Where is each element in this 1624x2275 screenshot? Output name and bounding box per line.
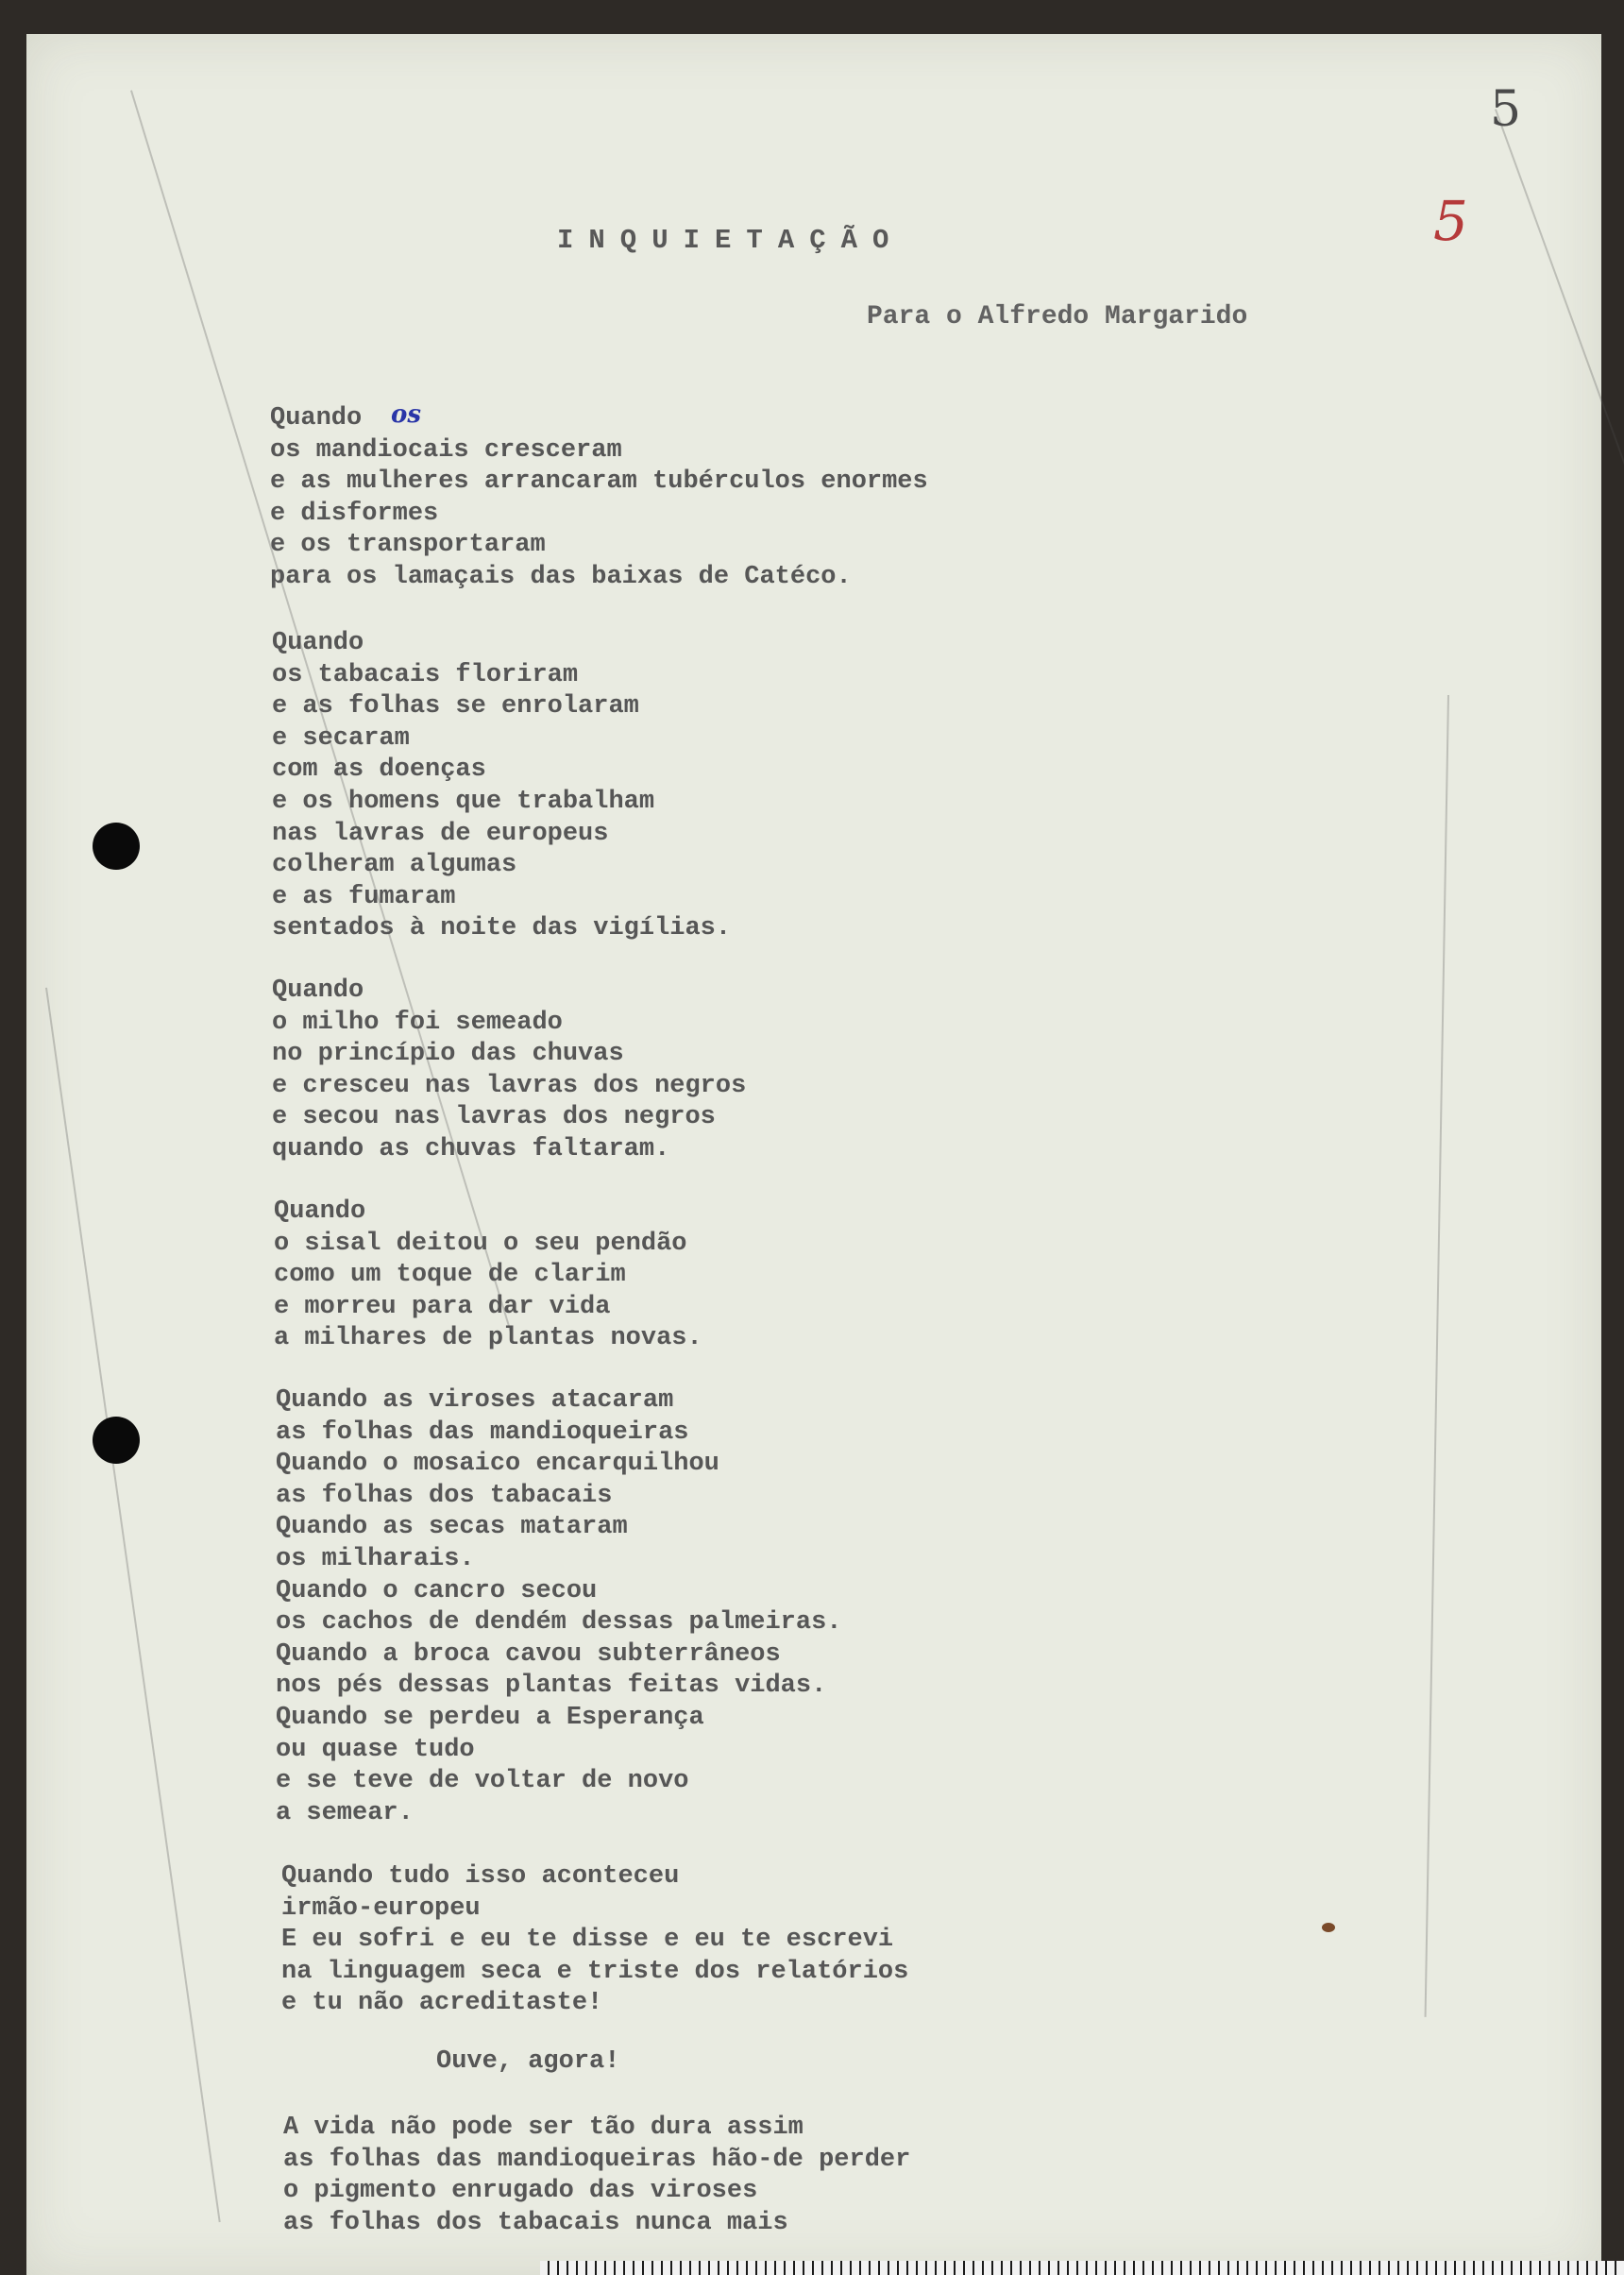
poem-line: Quando o cancro secou bbox=[276, 1577, 598, 1605]
poem-line: o milho foi semeado bbox=[272, 1009, 563, 1037]
poem-line: nos pés dessas plantas feitas vidas. bbox=[276, 1672, 827, 1700]
poem-line: e se teve de voltar de novo bbox=[276, 1767, 689, 1795]
poem-line: para os lamaçais das baixas de Catéco. bbox=[270, 563, 852, 591]
punch-hole bbox=[93, 1417, 140, 1464]
poem-line: os tabacais floriram bbox=[272, 661, 579, 689]
poem-line: e os homens que trabalham bbox=[272, 788, 655, 816]
poem-line: Quando as secas mataram bbox=[276, 1513, 628, 1541]
poem-line: as folhas das mandioqueiras bbox=[276, 1418, 689, 1447]
poem-line: E eu sofri e eu te disse e eu te escrevi bbox=[281, 1926, 894, 1954]
poem-line: e as mulheres arrancaram tubérculos enormes bbox=[270, 467, 928, 496]
dedication: Para o Alfredo Margarido bbox=[867, 302, 1248, 331]
poem-line: sentados à noite das vigílias. bbox=[272, 914, 732, 942]
poem-line: os cachos de dendém dessas palmeiras. bbox=[276, 1608, 842, 1637]
poem-line: Quando bbox=[272, 976, 364, 1005]
poem-line: as folhas dos tabacais nunca mais bbox=[283, 2209, 788, 2237]
poem-line: e secou nas lavras dos negros bbox=[272, 1103, 716, 1131]
poem-title: INQUIETAÇÃO bbox=[557, 225, 905, 256]
poem-line: nas lavras de europeus bbox=[272, 820, 609, 848]
poem-line: as folhas das mandioqueiras hão-de perder bbox=[283, 2146, 911, 2174]
poem-line: como um toque de clarim bbox=[274, 1261, 626, 1289]
scale-ruler bbox=[540, 2261, 1624, 2275]
poem-line: a milhares de plantas novas. bbox=[274, 1324, 702, 1352]
handwritten-insert: os bbox=[391, 400, 421, 429]
poem-line: A vida não pode ser tão dura assim bbox=[283, 2114, 804, 2142]
poem-line: Quando tudo isso aconteceu bbox=[281, 1862, 680, 1891]
poem-line: na linguagem seca e triste dos relatórios bbox=[281, 1958, 909, 1986]
poem-line: e secaram bbox=[272, 724, 410, 753]
poem-line: Quando a broca cavou subterrâneos bbox=[276, 1640, 781, 1669]
pencil-stroke bbox=[1495, 109, 1624, 482]
poem-line: Ouve, agora! bbox=[436, 2047, 620, 2076]
poem-line: Quando bbox=[274, 1197, 366, 1226]
poem-line: o sisal deitou o seu pendão bbox=[274, 1230, 687, 1258]
page-number-pencil: 5 bbox=[1490, 81, 1522, 138]
poem-line: e morreu para dar vida bbox=[274, 1293, 611, 1321]
poem-line: e tu não acreditaste! bbox=[281, 1989, 603, 2017]
pencil-stroke bbox=[1425, 695, 1449, 2017]
poem-line: a semear. bbox=[276, 1799, 414, 1827]
poem-line: Quando bbox=[270, 404, 363, 433]
poem-line: e as fumaram bbox=[272, 883, 456, 911]
poem-line: Quando se perdeu a Esperança bbox=[276, 1704, 704, 1732]
poem-line: e cresceu nas lavras dos negros bbox=[272, 1072, 747, 1100]
poem-line: quando as chuvas faltaram. bbox=[272, 1135, 670, 1163]
poem-line: Quando as viroses atacaram bbox=[276, 1386, 674, 1415]
pencil-stroke bbox=[45, 988, 221, 2222]
poem-line: no princípio das chuvas bbox=[272, 1040, 624, 1068]
poem-line: ou quase tudo bbox=[276, 1736, 475, 1764]
poem-line: os mandiocais cresceram bbox=[270, 436, 622, 465]
punch-hole bbox=[93, 823, 140, 870]
poem-line: Quando bbox=[272, 629, 364, 657]
poem-line: e os transportaram bbox=[270, 531, 546, 559]
poem-line: irmão-europeu bbox=[281, 1894, 481, 1923]
poem-line: e disformes bbox=[270, 500, 439, 528]
poem-line: e as folhas se enrolaram bbox=[272, 692, 639, 721]
poem-line: Quando o mosaico encarquilhou bbox=[276, 1450, 719, 1478]
poem-line: os milharais. bbox=[276, 1545, 475, 1573]
poem-line: as folhas dos tabacais bbox=[276, 1482, 613, 1510]
poem-line: colheram algumas bbox=[272, 851, 517, 879]
ink-stain bbox=[1322, 1923, 1335, 1932]
page-number-red: 5 bbox=[1433, 189, 1468, 253]
poem-line: com as doenças bbox=[272, 756, 486, 784]
poem-line: o pigmento enrugado das viroses bbox=[283, 2177, 758, 2205]
